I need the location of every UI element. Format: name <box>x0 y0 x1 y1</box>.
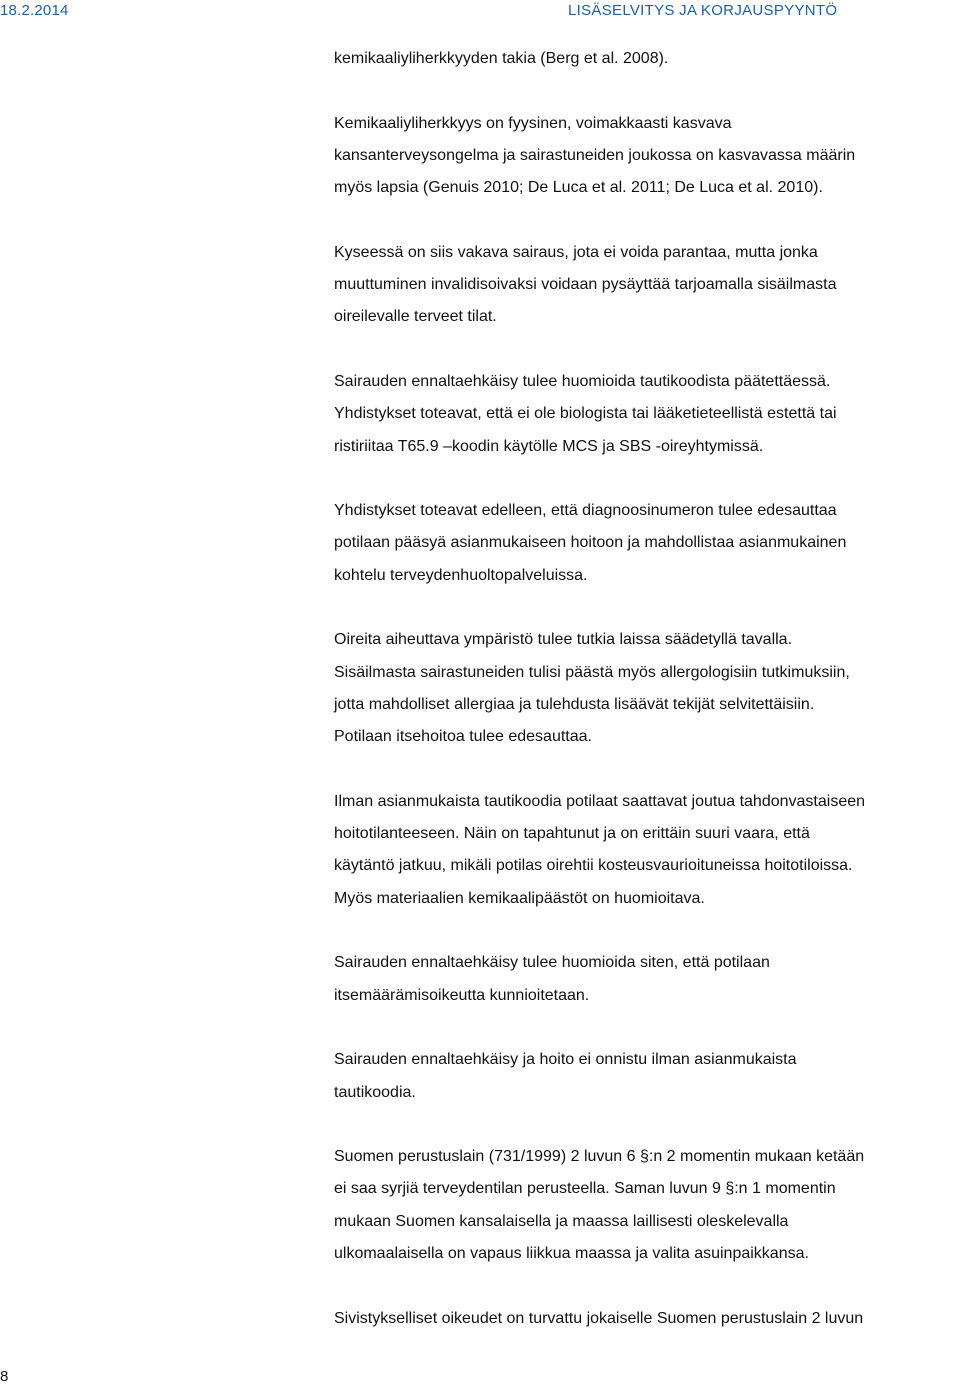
text-line: Potilaan itsehoitoa tulee edesauttaa. <box>334 728 592 746</box>
page-number: 8 <box>0 1368 9 1385</box>
text-line: kohtelu terveydenhuoltopalveluissa. <box>334 566 588 584</box>
text-line: hoitotilanteeseen. Näin on tapahtunut ja on erittäin suuri vaara, että <box>334 825 810 843</box>
text-line: kemikaaliyliherkkyyden takia (Berg et al. 2008). <box>334 50 669 67</box>
text-line: Sairauden ennaltaehkäisy tulee huomioida tautikoodista päätettäessä. <box>334 372 831 390</box>
text-line: myös lapsia (Genuis 2010; De Luca et al. 2011; De Luca et al. 2010). <box>334 179 823 197</box>
text-line: Sisäilmasta sairastuneiden tulisi päästä myös allergologisiin tutkimuksiin, <box>334 663 850 681</box>
text-line: Suomen perustuslain (731/1999) 2 luvun 6 §:n 2 momentin mukaan ketään <box>334 1148 865 1166</box>
paragraph <box>334 43 960 75</box>
header-date: 18.2.2014 <box>0 2 69 19</box>
text-line: jotta mahdolliset allergiaa ja tulehdusta lisäävät tekijät selvitettäisiin. <box>334 695 815 713</box>
text-line: Ilman asianmukaista tautikoodia potilaat saattavat joutua tahdonvastaiseen <box>334 792 866 810</box>
text-line: Sairauden ennaltaehkäisy ja hoito ei onnistu ilman asianmukaista <box>334 1051 797 1069</box>
paragraph <box>334 1303 960 1335</box>
text-line: Yhdistykset toteavat, että ei ole biologista tai lääketieteellistä estettä tai <box>334 405 837 423</box>
text-line: Yhdistykset toteavat edelleen, että diagnoosinumeron tulee edesauttaa <box>334 502 837 520</box>
text-line: Kyseessä on siis vakava sairaus, jota ei voida parantaa, mutta jonka <box>334 243 818 261</box>
paragraph <box>334 495 960 592</box>
text-line: tautikoodia. <box>334 1083 416 1101</box>
text-line: ristiriitaa T65.9 –koodin käytölle MCS ja SBS -oireyhtymissä. <box>334 437 764 455</box>
paragraph <box>334 108 960 205</box>
text-line: Sairauden ennaltaehkäisy tulee huomioida siten, että potilaan <box>334 954 770 972</box>
text-line: ei saa syrjiä terveydentilan perusteella. Saman luvun 9 §:n 1 momentin <box>334 1180 836 1198</box>
text-line: muuttuminen invalidisoivaksi voidaan pysäyttää tarjoamalla sisäilmasta <box>334 276 837 294</box>
paragraph <box>334 237 960 334</box>
text-line: Myös materiaalien kemikaalipäästöt on huomioitava. <box>334 889 705 907</box>
paragraph <box>334 624 960 753</box>
paragraph <box>334 1044 960 1109</box>
text-line: kansanterveysongelma ja sairastuneiden joukossa on kasvavassa määrin <box>334 146 856 164</box>
text-line: Sivistykselliset oikeudet on turvattu jokaiselle Suomen perustuslain 2 luvun <box>334 1309 864 1327</box>
text-line: oireilevalle terveet tilat. <box>334 308 497 326</box>
text-line: mukaan Suomen kansalaisella ja maassa laillisesti oleskelevalla <box>334 1212 789 1230</box>
paragraph <box>334 1141 960 1270</box>
text-line: itsemäärämisoikeutta kunnioitetaan. <box>334 986 590 1004</box>
paragraph <box>334 366 960 463</box>
text-line: käytäntö jatkuu, mikäli potilas oirehtii kosteusvaurioituneissa hoitotiloissa. <box>334 857 853 875</box>
text-line: potilaan pääsyä asianmukaiseen hoitoon ja mahdollistaa asianmukainen <box>334 534 847 552</box>
text-line: Kemikaaliyliherkkyys on fyysinen, voimakkaasti kasvava <box>334 114 732 132</box>
text-line: ulkomaalaisella on vapaus liikkua maassa ja valita asuinpaikkansa. <box>334 1244 809 1262</box>
paragraph <box>334 786 960 915</box>
paragraph <box>334 947 960 1012</box>
document-body <box>334 43 960 1367</box>
text-line: Oireita aiheuttava ympäristö tulee tutkia laissa säädetyllä tavalla. <box>334 631 793 649</box>
header-title: LISÄSELVITYS JA KORJAUSPYYNTÖ <box>568 2 838 19</box>
